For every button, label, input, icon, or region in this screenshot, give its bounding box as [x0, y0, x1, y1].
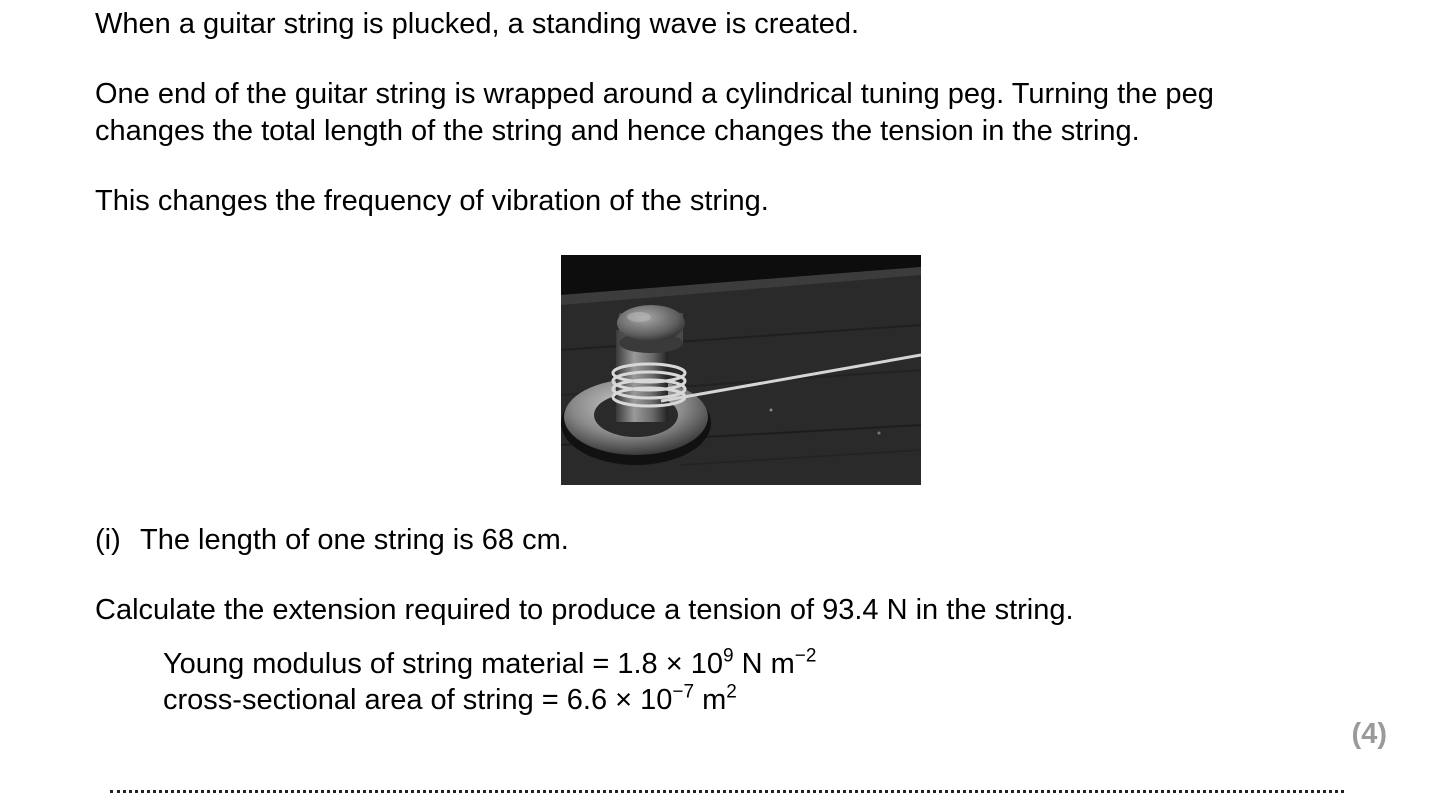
part-text: The length of one string is 68 cm.: [140, 524, 569, 556]
cross-sectional-area-data: cross-sectional area of string = $6.6 \times 10^{-7}$ $m^2$: [163, 681, 737, 716]
tuning-peg-photo: [561, 255, 921, 485]
intro-sentence-1: When a guitar string is plucked, a standing wave is created.: [95, 8, 860, 40]
intro-line-2a: One end of the guitar string is wrapped around a cylindrical tuning peg. Turning the peg: [95, 78, 1214, 110]
part-label: (i): [95, 524, 121, 556]
answer-line[interactable]: [110, 790, 1344, 793]
intro-line-2b: changes the total length of the string and hence changes the tension in the string.: [95, 115, 1140, 147]
question-part-i: [95, 522, 569, 559]
question-instruction: Calculate the extension required to produce a tension of 93.4 N in the string.: [95, 594, 1074, 626]
intro-sentence-3: This changes the frequency of vibration of the string.: [95, 185, 769, 217]
young-modulus-data: Young modulus of string material = $1.8 \times 10^9$ N $m^{-2}$: [163, 645, 817, 680]
intro-paragraph-2: [95, 76, 1214, 150]
marks-label: (4): [1351, 718, 1387, 750]
